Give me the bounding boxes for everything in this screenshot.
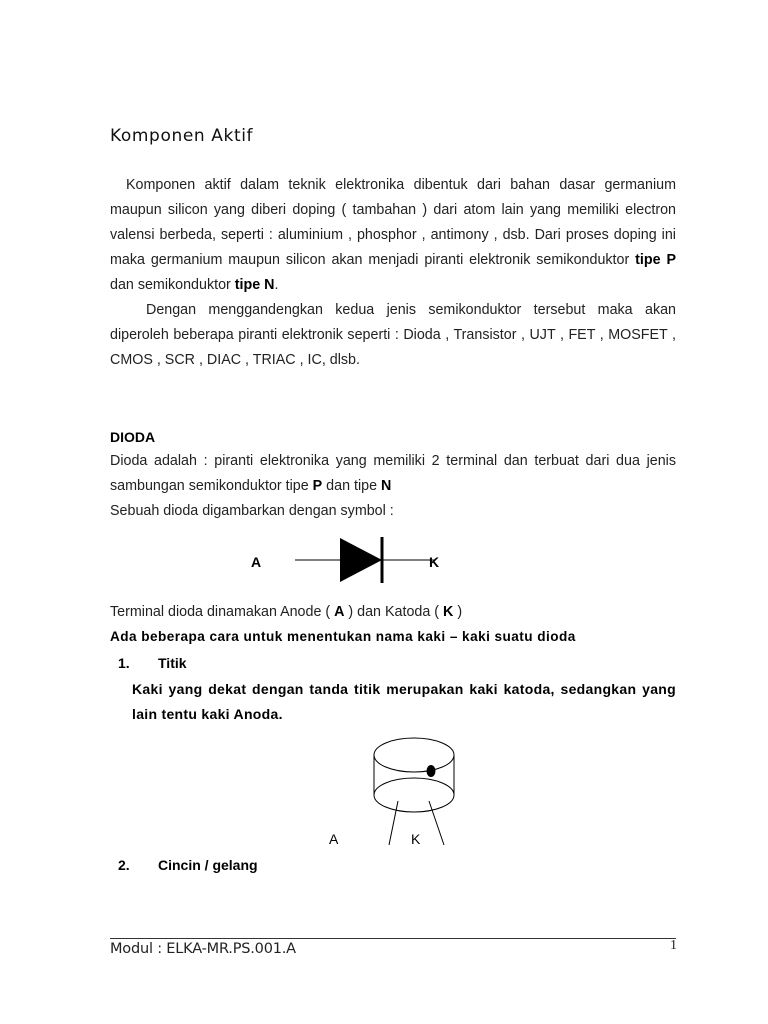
page-number: 1 <box>670 938 677 953</box>
intro-text-end: . <box>274 277 279 293</box>
intro-paragraph-2: Dengan menggandengkan kedua jenis semikonduktor tersebut maka akan diperoleh beberapa piranti elektronik seperti : Dioda , Transistor , UJT , FET , MOSFET , CMOS , SCR , DIAC , TRIAC , IC, dlsb. <box>110 302 676 368</box>
dioda-heading: DIODA <box>110 429 156 445</box>
item1-text: Kaki yang dekat dengan tanda titik merupakan kaki katoda, sedangkan yang lain tentu kaki Anoda. <box>132 681 676 722</box>
tipe-n-term: tipe N <box>234 277 275 293</box>
type-p-letter: P <box>312 478 323 494</box>
figure-label-cathode: K <box>411 831 421 847</box>
symbol-label-anode: A <box>251 554 262 570</box>
type-n-letter: N <box>381 478 392 494</box>
item1-number: 1. <box>118 655 130 671</box>
footer-module: Modul : ELKA-MR.PS.001.A <box>110 941 296 957</box>
dioda-definition <box>110 449 676 499</box>
tipe-p-term: tipe P <box>635 252 676 268</box>
intro-text: Komponen aktif dalam teknik elektronika dibentuk dari bahan dasar germanium maupun silicon yang diberi doping ( tambahan ) dari atom lain yang memiliki electron valensi berbeda, seperti : aluminium , phosphor , antimony , dsb. Dari proses doping ini maka germanium maupun silicon akan menjadi piranti elektronik semikonduktor <box>110 177 676 268</box>
terminal-line <box>110 604 462 620</box>
symbol-label-cathode: K <box>429 554 440 570</box>
dioda-def-text: Dioda adalah : piranti elektronika yang memiliki 2 terminal dan terbuat dari dua jenis sambungan semikonduktor tipe <box>110 453 676 494</box>
terminal-text-mid: ) dan Katoda ( <box>344 604 444 620</box>
terminal-text: Terminal dioda dinamakan Anode ( <box>110 604 335 620</box>
intro-text-mid: dan semikonduktor <box>110 277 235 293</box>
page-title: Komponen Aktif <box>110 126 254 146</box>
ways-heading: Ada beberapa cara untuk menentukan nama kaki – kaki suatu dioda <box>110 629 576 644</box>
anode-letter: A <box>334 604 345 620</box>
footer-divider <box>110 938 676 939</box>
dioda-def-mid: dan tipe <box>322 478 382 494</box>
figure-label-anode: A <box>329 831 339 847</box>
item2-number: 2. <box>118 857 130 873</box>
item1-title: Titik <box>158 655 187 671</box>
item2-title: Cincin / gelang <box>158 857 258 873</box>
cathode-letter: K <box>443 604 454 620</box>
diode-symbol-icon <box>290 534 440 586</box>
symbol-intro: Sebuah dioda digambarkan dengan symbol : <box>110 503 394 519</box>
terminal-text-end: ) <box>453 604 463 620</box>
intro-paragraph-1 <box>110 173 676 298</box>
